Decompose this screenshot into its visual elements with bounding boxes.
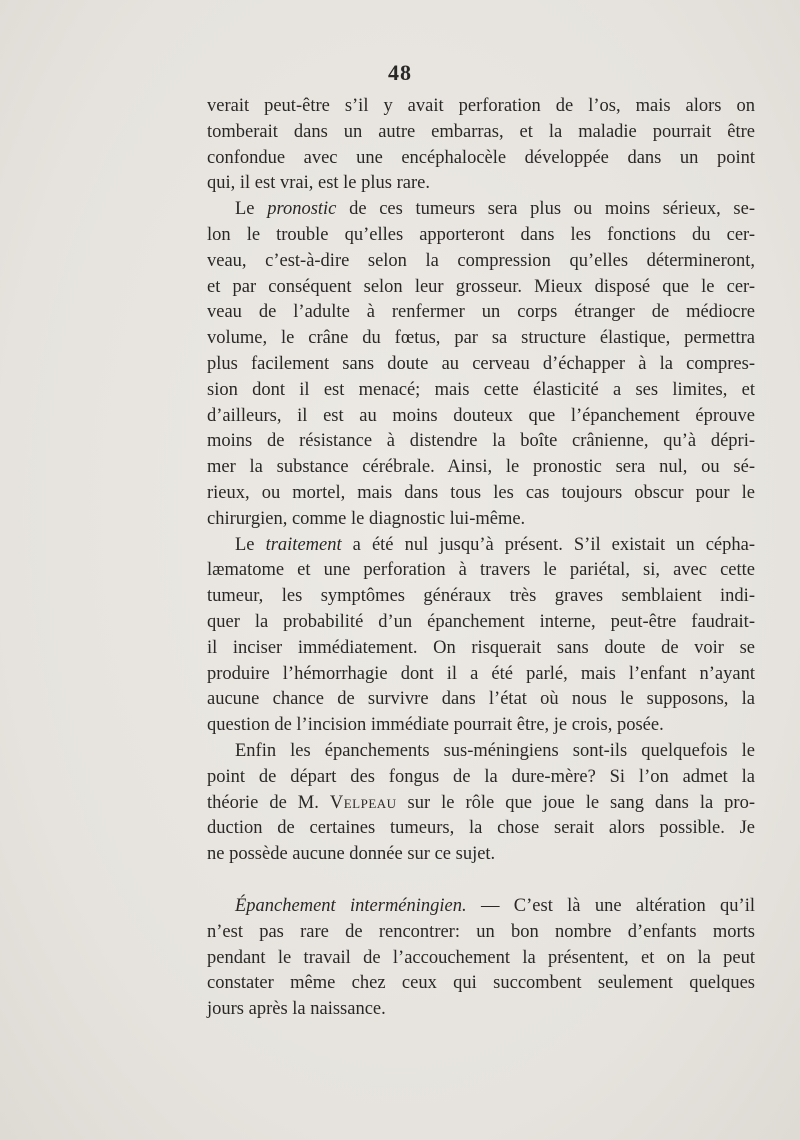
- text-line: n’est pas rare de rencontrer: un bon nombre d’enfants morts: [207, 921, 755, 942]
- text-line: volume, le crâne du fœtus, par sa structure élastique, permettra: [207, 328, 755, 349]
- text-run: théorie de M.: [207, 792, 330, 813]
- text-line: d’ailleurs, il est au moins douteux que l’épanchement éprouve: [207, 405, 755, 426]
- paragraph-continuation: [207, 94, 755, 197]
- text-line: pendant le travail de l’accouchement la présentent, et on la peut: [207, 947, 755, 968]
- text-line: tumeur, les symptômes généraux très graves semblaient indi-: [207, 586, 755, 607]
- page-number: 48: [388, 60, 412, 85]
- text-line: quer la probabilité d’un épanchement interne, peut-être faudrait-: [207, 611, 755, 632]
- text-line: rieux, ou mortel, mais dans tous les cas toujours obscur pour le: [207, 482, 755, 503]
- italic-term: traitement: [265, 534, 342, 555]
- text-line: plus facilement sans doute au cerveau d’échapper à la compres-: [207, 353, 755, 374]
- text-line: verait peut-être s’il y avait perforation de l’os, mais alors on: [207, 96, 755, 116]
- text-line: [207, 894, 755, 920]
- section-heading: Épanchement interméningien.: [235, 895, 467, 916]
- author-name: Velpeau: [329, 792, 397, 813]
- italic-term: pronostic: [267, 199, 337, 220]
- paragraph-epanchement: [207, 894, 755, 1023]
- text-line: [207, 791, 755, 817]
- text-run: sur le rôle que joue le sang dans la pro-: [396, 792, 755, 813]
- text-line: veau de l’adulte à renfermer un corps étranger de médiocre: [207, 302, 755, 323]
- text-line: point de départ des fongus de la dure-mère? Si l’on admet la: [207, 766, 755, 787]
- text-line: lon le trouble qu’elles apporteront dans les fonctions du cer-: [207, 224, 755, 245]
- text-line: moins de résistance à distendre la boîte crânienne, qu’à dépri-: [207, 431, 755, 452]
- text-line: constater même chez ceux qui succombent seulement quelques: [207, 973, 755, 994]
- text-line: sion dont il est menacé; mais cette élasticité a ses limites, et: [207, 379, 755, 400]
- section-gap: [207, 868, 755, 894]
- text-line: jours après la naissance.: [207, 999, 386, 1020]
- text-line: tomberait dans un autre embarras, et la maladie pourrait être: [207, 121, 755, 142]
- text-line: [207, 197, 755, 223]
- text-line: veau, c’est-à-dire selon la compression qu’elles détermineront,: [207, 250, 755, 271]
- text-line: aucune chance de survivre dans l’état où nous le supposons, la: [207, 689, 755, 710]
- text-run: Le: [235, 534, 266, 555]
- text-run: Le: [235, 199, 268, 220]
- paragraph-traitement: [207, 533, 755, 739]
- text-line: Enfin les épanchements sus-méningiens sont-ils quelquefois le: [235, 740, 755, 761]
- text-line: læmatome et une perforation à travers le pariétal, si, avec cette: [207, 560, 755, 581]
- body-text: [207, 94, 755, 1023]
- text-line: qui, il est vrai, est le plus rare.: [207, 173, 430, 194]
- paragraph-fongus: [207, 739, 755, 868]
- text-line: chirurgien, comme le diagnostic lui-même.: [207, 508, 526, 529]
- paragraph-pronostic: [207, 197, 755, 532]
- text-line: confondue avec une encéphalocèle développée dans un point: [207, 147, 755, 168]
- text-line: produire l’hémorrhagie dont il a été parlé, mais l’enfant n’ayant: [207, 663, 755, 684]
- text-run: — C’est là une altération qu’il: [466, 895, 755, 916]
- text-line: ne possède aucune donnée sur ce sujet.: [207, 844, 496, 865]
- text-line: [207, 533, 755, 559]
- text-line: mer la substance cérébrale. Ainsi, le pronostic sera nul, ou sé-: [207, 457, 755, 478]
- text-line: question de l’incision immédiate pourrait être, je crois, posée.: [207, 715, 664, 736]
- text-run: de ces tumeurs sera plus ou moins sérieux, se-: [336, 199, 756, 220]
- text-line: il inciser immédiatement. On risquerait sans doute de voir se: [207, 637, 755, 658]
- text-line: et par conséquent selon leur grosseur. Mieux disposé que le cer-: [207, 276, 755, 297]
- text-run: a été nul jusqu’à présent. S’il existait un cépha-: [341, 534, 755, 555]
- text-line: duction de certaines tumeurs, la chose serait alors possible. Je: [207, 818, 755, 839]
